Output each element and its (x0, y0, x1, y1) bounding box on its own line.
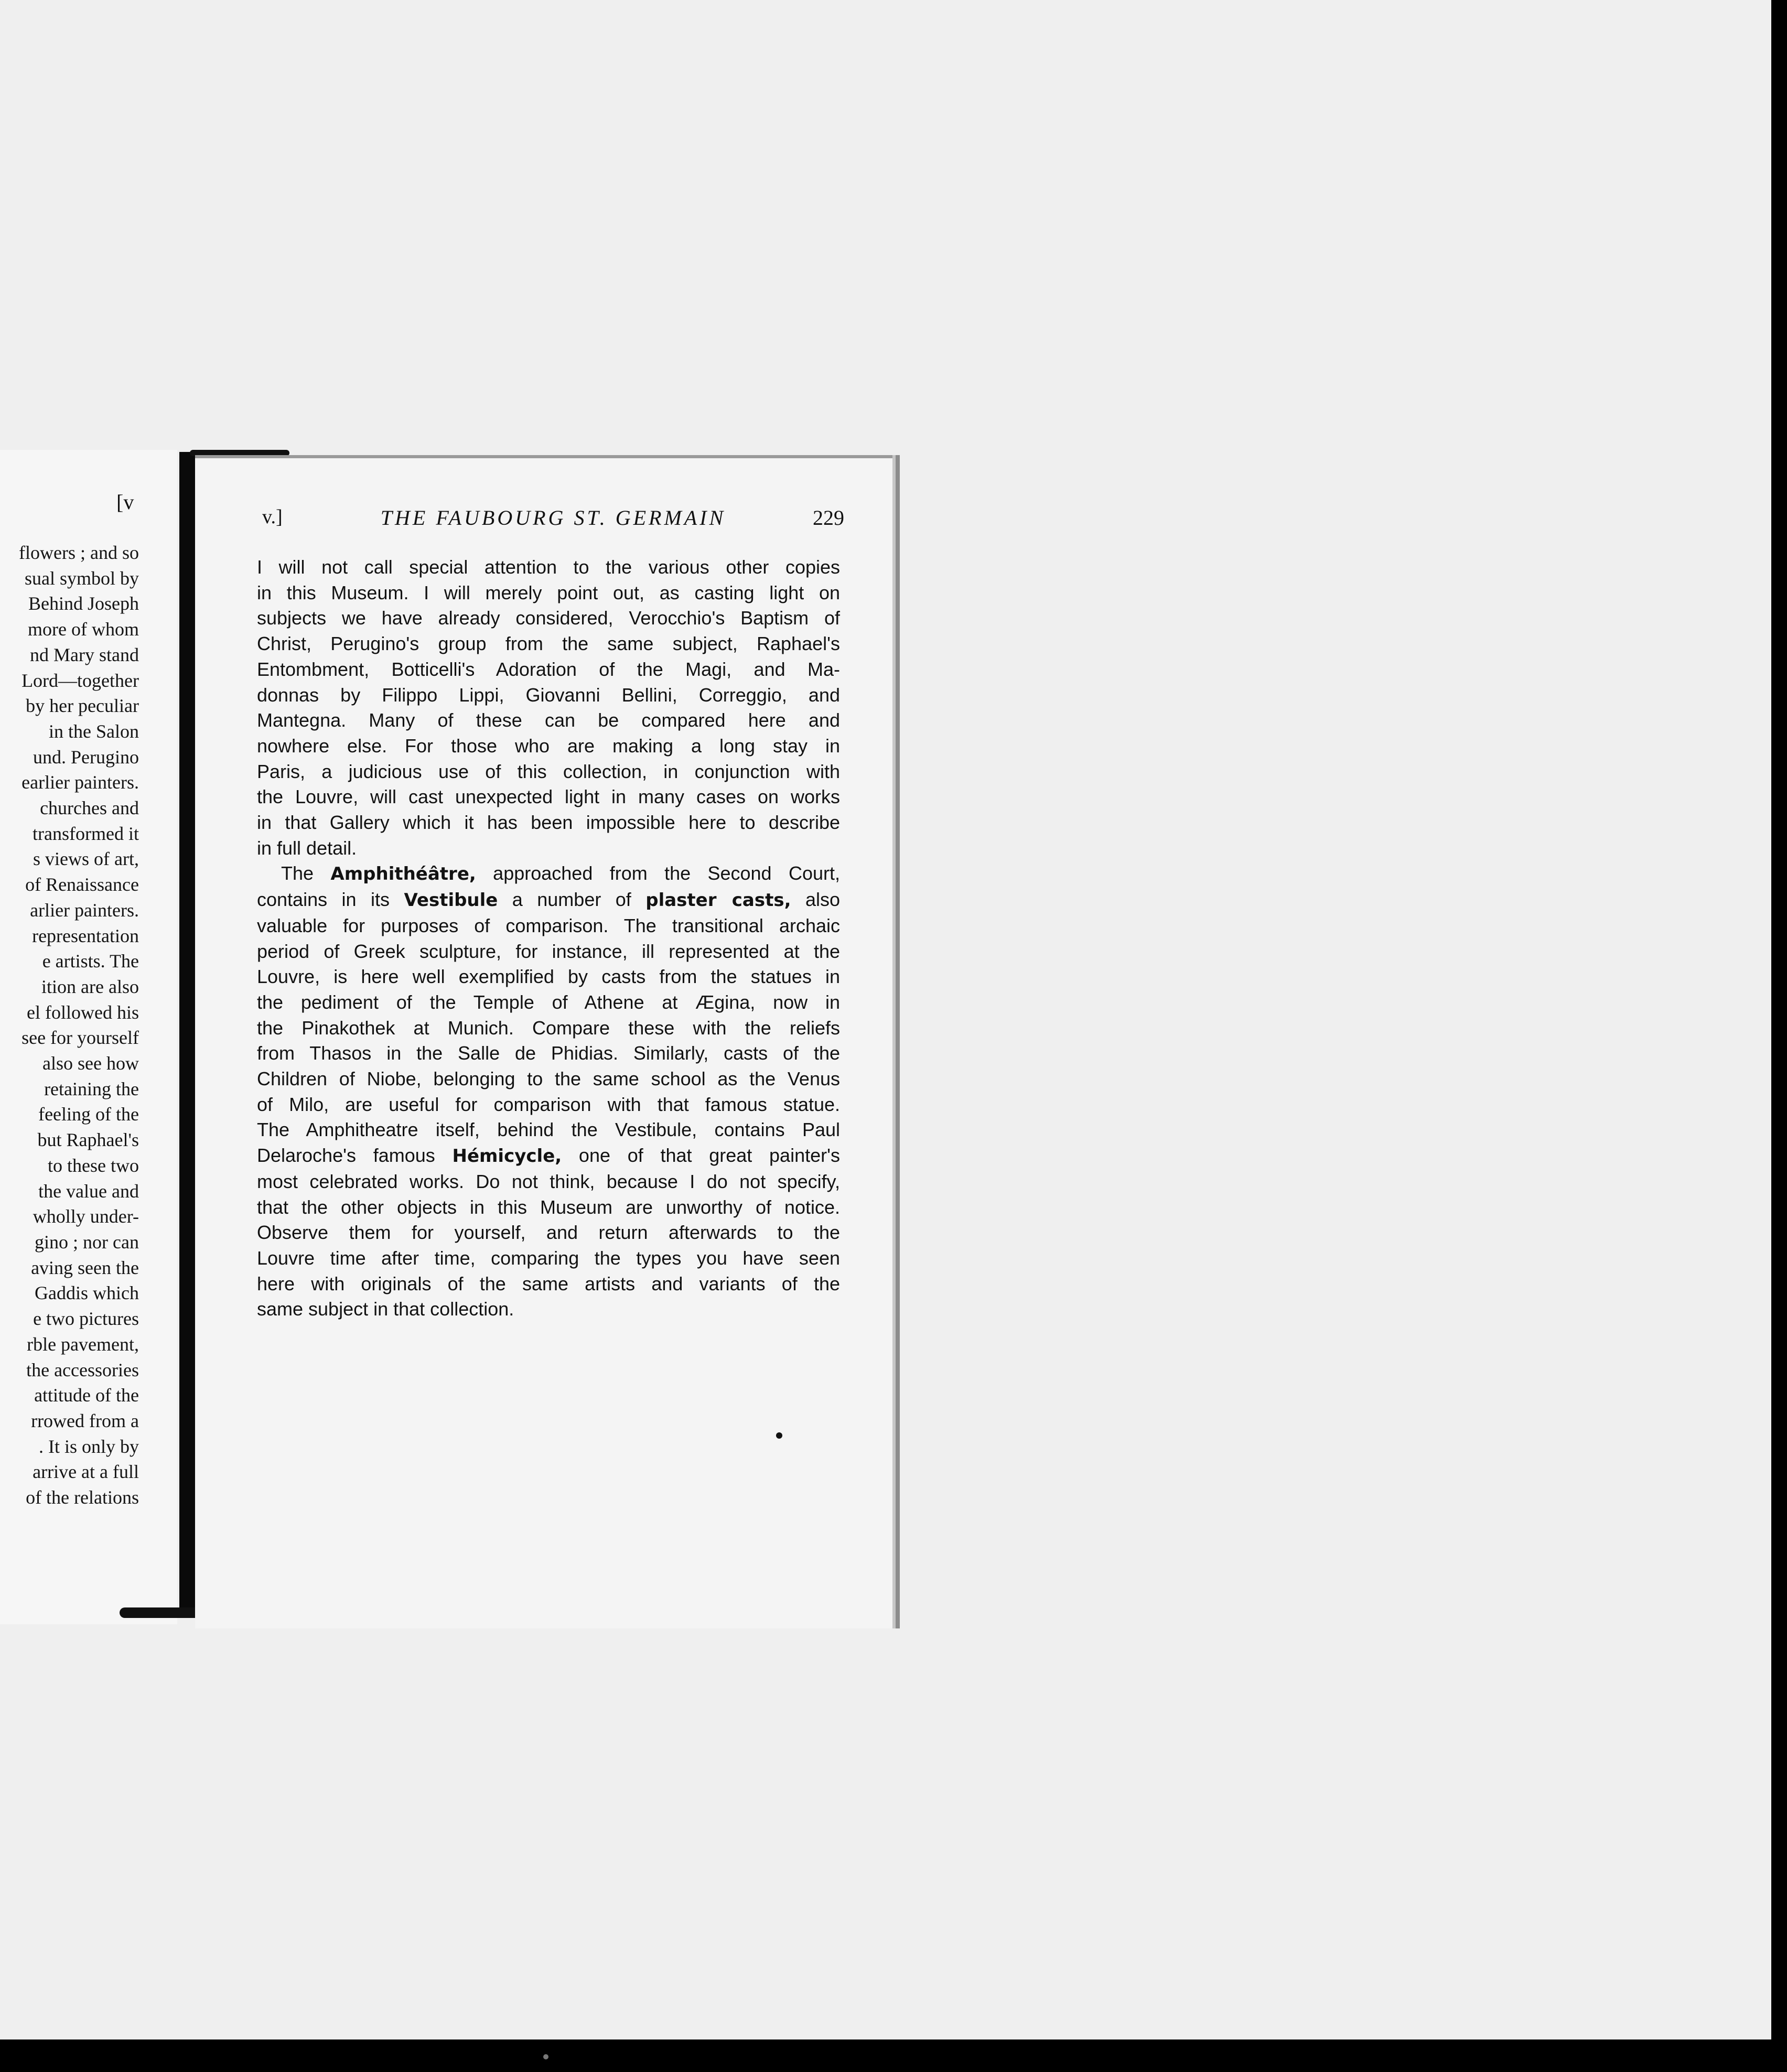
left-line: und. Perugino (33, 746, 139, 768)
left-line: but Raphael's (37, 1129, 139, 1151)
text-line: of Milo, are useful for comparison with that famous statue. (257, 1093, 840, 1115)
left-line: retaining the (44, 1078, 139, 1099)
text-run: contains in its (257, 889, 404, 911)
left-line: arrive at a full (33, 1461, 139, 1483)
text-line: most celebrated works. Do not think, because I do not specify, (257, 1170, 840, 1192)
left-line: of the relations (26, 1487, 139, 1508)
left-line: attitude of the (34, 1385, 139, 1406)
book-spine (179, 452, 195, 1616)
text-line (257, 861, 840, 887)
left-line: rrowed from a (31, 1410, 139, 1431)
left-line: Behind Joseph (28, 593, 139, 614)
text-line: in that Gallery which it has been impossible here to describe (257, 812, 840, 834)
left-line: . It is only by (38, 1436, 139, 1457)
text-line: Christ, Perugino's group from the same subject, Raphael's (257, 633, 840, 655)
left-line: flowers ; and so (19, 542, 139, 563)
text-line: Paris, a judicious use of this collection, in conjunction with (257, 760, 840, 782)
left-page-header: [v (116, 490, 134, 514)
text-line: period of Greek sculpture, for instance, ill represented at the (257, 940, 840, 962)
bold-term: Vestibule (404, 890, 498, 911)
left-page-text (0, 540, 139, 1510)
left-line: see for yourself (21, 1027, 139, 1049)
text-line (257, 887, 840, 913)
text-line: subjects we have already considered, Verocchio's Baptism of (257, 607, 840, 629)
text-line: from Thasos in the Salle de Phidias. Similarly, casts of the (257, 1042, 840, 1064)
left-line: aving seen the (31, 1257, 139, 1278)
left-line: in the Salon (49, 720, 139, 742)
left-line: s views of art, (33, 848, 139, 870)
left-line: wholly under- (33, 1206, 139, 1227)
left-line: also see how (42, 1053, 139, 1074)
left-line: e artists. The (42, 951, 139, 972)
running-title: THE FAUBOURG ST. GERMAIN (380, 506, 726, 530)
text-line: I will not call special attention to the various other copies (257, 556, 840, 578)
ink-speck (776, 1432, 782, 1439)
text-line: here with originals of the same artists and variants of the (257, 1272, 840, 1294)
text-line: the Louvre, will cast unexpected light in many cases on works (257, 786, 840, 808)
left-line: e two pictures (33, 1308, 139, 1330)
left-line: ition are also (41, 976, 139, 997)
text-line: Louvre time after time, comparing the types you have seen (257, 1247, 840, 1269)
left-line: gino ; nor can (35, 1231, 139, 1253)
text-line: Mantegna. Many of these can be compared here and (257, 709, 840, 731)
left-line: to these two (48, 1154, 139, 1176)
paragraph (257, 555, 840, 861)
page-number: 229 (813, 506, 844, 530)
running-head (262, 505, 844, 537)
text-line: in full detail. (257, 837, 357, 859)
text-line: Louvre, is here well exemplified by casts from the statues in (257, 966, 840, 988)
text-run: a number of (498, 889, 646, 911)
left-line: the accessories (26, 1359, 139, 1380)
bold-term: Amphithéâtre, (330, 864, 476, 885)
text-line: that the other objects in this Museum are unworthy of notice. (257, 1196, 840, 1218)
text-run: approached from the Second Court, (476, 862, 840, 884)
left-line: representation (32, 925, 139, 946)
left-line: Gaddis which (35, 1282, 139, 1304)
bold-term: plaster casts, (645, 890, 791, 911)
text-line: nowhere else. For those who are making a long stay in (257, 735, 840, 757)
body-text (257, 555, 840, 1322)
left-line: feeling of the (38, 1104, 139, 1125)
left-line: churches and (40, 797, 139, 819)
text-line: the pediment of the Temple of Athene at Ægina, now in (257, 991, 840, 1013)
text-run: Delaroche's famous (257, 1145, 453, 1167)
text-line: same subject in that collection. (257, 1298, 514, 1320)
text-line: Observe them for yourself, and return afterwards to the (257, 1222, 840, 1244)
text-line: Entombment, Botticelli's Adoration of the Magi, and Ma- (257, 658, 840, 680)
text-line: valuable for purposes of comparison. The transitional archaic (257, 914, 840, 936)
text-run: The (281, 862, 331, 884)
text-run: also (791, 889, 840, 911)
text-line: donnas by Filippo Lippi, Giovanni Bellini, Correggio, and (257, 684, 840, 706)
left-line: Lord—together (21, 670, 139, 691)
text-line: Children of Niobe, belonging to the same school as the Venus (257, 1068, 840, 1090)
left-line: more of whom (28, 619, 139, 640)
left-line: sual symbol by (24, 567, 139, 589)
left-line: el followed his (27, 1001, 139, 1023)
text-run: one of that great painter's (562, 1145, 840, 1167)
text-line: the Pinakothek at Munich. Compare these with the reliefs (257, 1017, 840, 1039)
left-line: the value and (38, 1180, 139, 1202)
text-line: in this Museum. I will merely point out, as casting light on (257, 581, 840, 603)
chapter-mark: v.] (262, 506, 283, 528)
text-line: The Amphitheatre itself, behind the Vestibule, contains Paul (257, 1119, 840, 1141)
left-line: arlier painters. (30, 899, 139, 921)
left-line: nd Mary stand (30, 644, 139, 665)
text-line (257, 1143, 840, 1169)
left-page (0, 450, 177, 1624)
left-line: by her peculiar (26, 695, 139, 717)
bold-term: Hémicycle, (452, 1146, 562, 1167)
paragraph (257, 861, 840, 1322)
left-line: of Renaissance (25, 874, 139, 895)
right-page (195, 455, 892, 1628)
left-line: transformed it (33, 823, 139, 844)
film-sprocket-mark (543, 2054, 548, 2059)
left-line: rble pavement, (27, 1333, 139, 1355)
left-line: earlier painters. (21, 772, 139, 793)
